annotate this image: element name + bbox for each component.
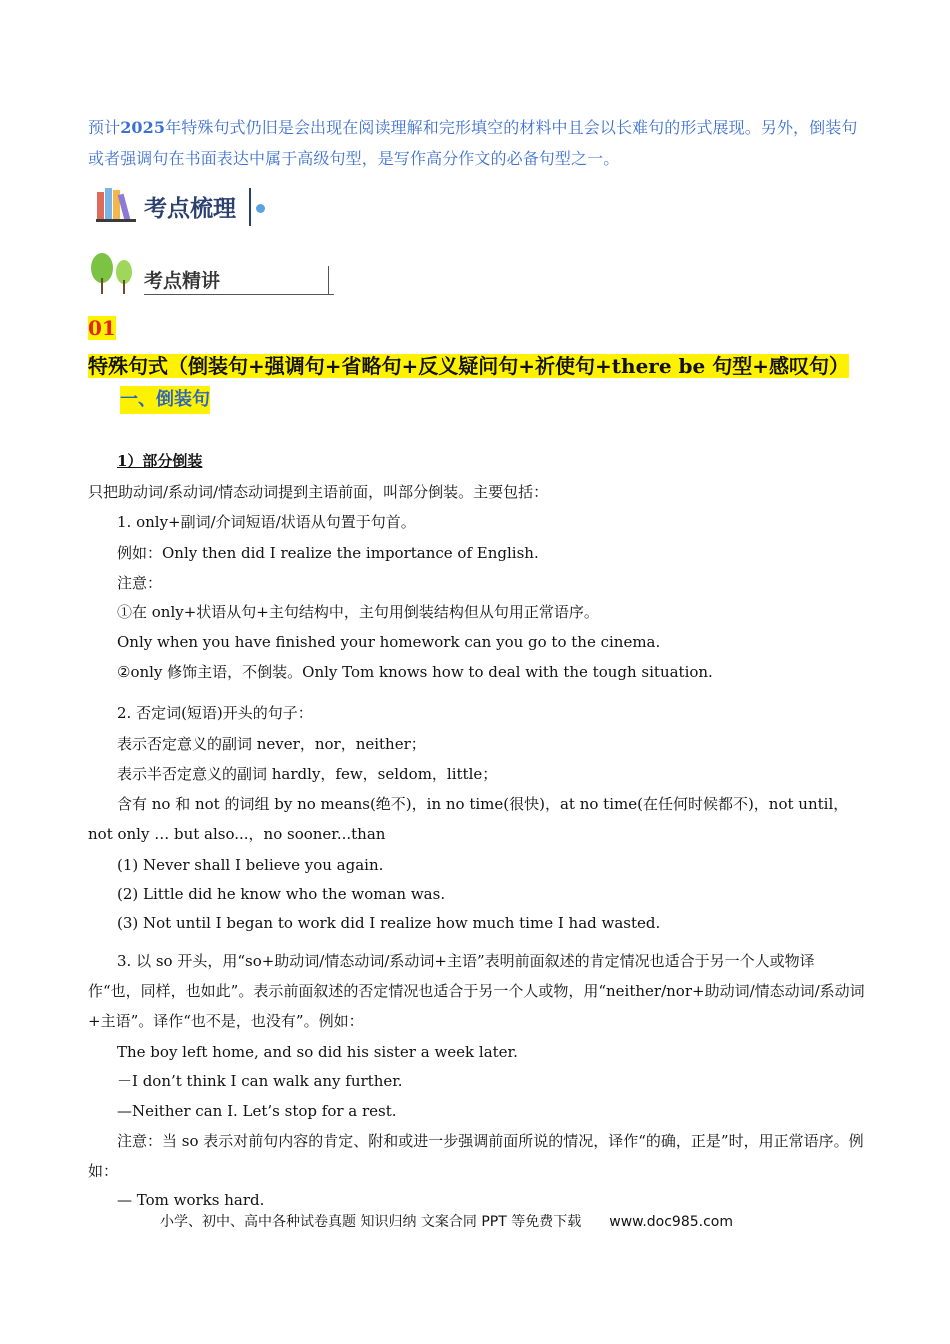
paragraph-line: 只把助动词/系动词/情态动词提到主语前面，叫部分倒装。主要包括： xyxy=(88,483,549,501)
paragraph-line: (3) Not until I began to work did I realize how much time I had wasted. xyxy=(117,914,661,932)
paragraph-line: 表示否定意义的副词 never，nor，neither； xyxy=(117,735,426,753)
paragraph-line: ②only 修饰主语，不倒装。Only Tom knows how to deal with the tough situation. xyxy=(117,663,713,681)
books-icon xyxy=(96,186,140,222)
paragraph-line: 1. only+副词/介词短语/状语从句置于句首。 xyxy=(117,513,416,531)
trees-icon xyxy=(88,252,138,296)
paragraph-line: (1) Never shall I believe you again. xyxy=(117,856,384,874)
paragraph-line: (2) Little did he know who the woman was. xyxy=(117,885,446,903)
footer-text: 小学、初中、高中各种试卷真题 知识归纳 文案合同 PPT 等免费下载 xyxy=(160,1214,582,1230)
section-title xyxy=(88,309,878,385)
paragraph-line: — Tom works hard. xyxy=(117,1191,265,1209)
kaodian-jingjiang-banner xyxy=(88,252,248,298)
paragraph-line: —Neither can I. Let’s stop for a rest. xyxy=(117,1102,397,1120)
banner-dot xyxy=(256,204,265,213)
part-heading: 1）部分倒装 xyxy=(117,452,203,470)
paragraph-line: 例如：Only then did I realize the importance of English. xyxy=(117,544,539,562)
paragraph-line: The boy left home, and so did his sister a week later. xyxy=(117,1043,518,1061)
paragraph-line: 表示半否定意义的副词 hardly，few，seldom，little； xyxy=(117,765,498,783)
section-title-text: 特殊句式（倒装句+强调句+省略句+反义疑问句+祈使句+there be 句型+感叹句） xyxy=(88,354,849,378)
paragraph-line: 2. 否定词(短语)开头的句子： xyxy=(117,704,313,722)
paragraph-line: 注意：当 so 表示对前句内容的肯定、附和或进一步强调前面所说的情况，译作“的确，正是”时，用正常语序。例如： xyxy=(88,1132,864,1180)
banner-underline xyxy=(144,294,334,295)
page-footer xyxy=(160,1211,733,1231)
paragraph-line: 含有 no 和 not 的词组 by no means(绝不)，in no time(很快)，at no time(在任何时候都不)，not until，not only … but also...，no sooner...than xyxy=(88,795,849,843)
banner-label: 考点精讲 xyxy=(144,270,221,292)
subsection-title: 一、倒装句 xyxy=(120,386,210,414)
section-number: 01 xyxy=(88,316,116,340)
paragraph-line: 注意： xyxy=(117,574,163,592)
paragraph-line: ①在 only+状语从句+主句结构中，主句用倒装结构但从句用正常语序。 xyxy=(117,603,599,621)
intro-text-1: 预计 xyxy=(88,118,121,137)
intro-year: 2025 xyxy=(120,118,166,137)
intro-paragraph xyxy=(88,112,868,174)
banner-bar xyxy=(249,188,251,226)
paragraph-line: Only when you have finished your homework can you go to the cinema. xyxy=(117,633,661,651)
banner-tick xyxy=(328,266,329,294)
paragraph-line: 3. 以 so 开头，用“so+助动词/情态动词/系动词+主语”表明前面叙述的肯定情况也适合于另一个人或物译作“也，同样，也如此”。表示前面叙述的否定情况也适合于另一个人或物，用“neither/nor+助动词/情态动词/系动词+主语”。译作“也不是，也没有”。例如： xyxy=(88,952,865,1030)
intro-text-2: 年特殊句式仍旧是会出现在阅读理解和完形填空的材料中且会以长难句的形式展现。另外，倒装句或者强调句在书面表达中属于高级句型，是写作高分作文的必备句型之一。 xyxy=(88,118,858,168)
banner-label: 考点梳理 xyxy=(144,196,236,222)
footer-url[interactable]: www.doc985.com xyxy=(609,1214,733,1230)
paragraph-line: －I don’t think I can walk any further. xyxy=(117,1072,403,1090)
